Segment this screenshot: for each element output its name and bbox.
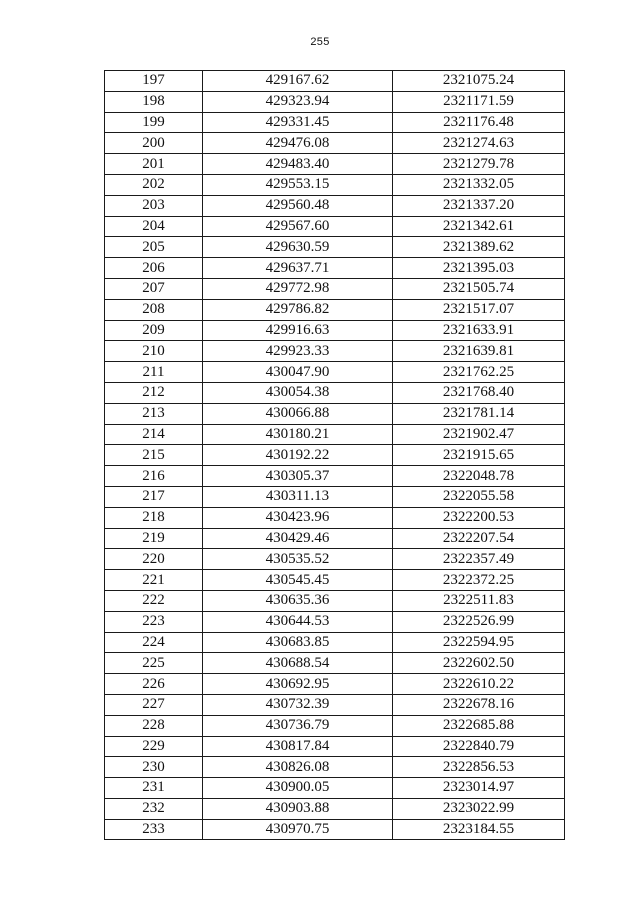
point-number-cell: 207: [105, 278, 203, 299]
y-coordinate-cell: 2321639.81: [393, 341, 565, 362]
point-number-cell: 209: [105, 320, 203, 341]
point-number-cell: 219: [105, 528, 203, 549]
table-row: [105, 528, 565, 549]
table-row: [105, 757, 565, 778]
y-coordinate-cell: 2322678.16: [393, 694, 565, 715]
point-number-cell: 200: [105, 133, 203, 154]
table-row: [105, 91, 565, 112]
point-number-cell: 231: [105, 778, 203, 799]
point-number-cell: 203: [105, 195, 203, 216]
point-number-cell: 213: [105, 403, 203, 424]
x-coordinate-cell: 429916.63: [203, 320, 393, 341]
x-coordinate-cell: 430903.88: [203, 798, 393, 819]
table-row: [105, 778, 565, 799]
table-row: [105, 653, 565, 674]
point-number-cell: 223: [105, 611, 203, 632]
y-coordinate-cell: 2323014.97: [393, 778, 565, 799]
y-coordinate-cell: 2322856.53: [393, 757, 565, 778]
x-coordinate-cell: 429331.45: [203, 112, 393, 133]
x-coordinate-cell: 430054.38: [203, 382, 393, 403]
y-coordinate-cell: 2321915.65: [393, 445, 565, 466]
table-row: [105, 798, 565, 819]
y-coordinate-cell: 2323022.99: [393, 798, 565, 819]
x-coordinate-cell: 430817.84: [203, 736, 393, 757]
y-coordinate-cell: 2322357.49: [393, 549, 565, 570]
x-coordinate-cell: 430423.96: [203, 507, 393, 528]
x-coordinate-cell: 430066.88: [203, 403, 393, 424]
table-row: [105, 736, 565, 757]
y-coordinate-cell: 2322594.95: [393, 632, 565, 653]
point-number-cell: 228: [105, 715, 203, 736]
y-coordinate-cell: 2322840.79: [393, 736, 565, 757]
y-coordinate-cell: 2321342.61: [393, 216, 565, 237]
table-row: [105, 174, 565, 195]
y-coordinate-cell: 2322602.50: [393, 653, 565, 674]
y-coordinate-cell: 2321902.47: [393, 424, 565, 445]
point-number-cell: 220: [105, 549, 203, 570]
table-row: [105, 133, 565, 154]
y-coordinate-cell: 2321274.63: [393, 133, 565, 154]
table-row: [105, 320, 565, 341]
table-row: [105, 715, 565, 736]
point-number-cell: 199: [105, 112, 203, 133]
point-number-cell: 205: [105, 237, 203, 258]
point-number-cell: 197: [105, 71, 203, 92]
x-coordinate-cell: 430545.45: [203, 570, 393, 591]
table-row: [105, 486, 565, 507]
x-coordinate-cell: 430970.75: [203, 819, 393, 840]
y-coordinate-cell: 2322055.58: [393, 486, 565, 507]
table-row: [105, 362, 565, 383]
point-number-cell: 202: [105, 174, 203, 195]
table-row: [105, 278, 565, 299]
y-coordinate-cell: 2322207.54: [393, 528, 565, 549]
y-coordinate-cell: 2321762.25: [393, 362, 565, 383]
y-coordinate-cell: 2321395.03: [393, 258, 565, 279]
point-number-cell: 212: [105, 382, 203, 403]
y-coordinate-cell: 2323184.55: [393, 819, 565, 840]
table-row: [105, 341, 565, 362]
table-row: [105, 382, 565, 403]
x-coordinate-cell: 429772.98: [203, 278, 393, 299]
x-coordinate-cell: 429323.94: [203, 91, 393, 112]
point-number-cell: 204: [105, 216, 203, 237]
x-coordinate-cell: 430305.37: [203, 466, 393, 487]
table-row: [105, 611, 565, 632]
y-coordinate-cell: 2321075.24: [393, 71, 565, 92]
point-number-cell: 217: [105, 486, 203, 507]
point-number-cell: 216: [105, 466, 203, 487]
point-number-cell: 224: [105, 632, 203, 653]
x-coordinate-cell: 430635.36: [203, 590, 393, 611]
y-coordinate-cell: 2322372.25: [393, 570, 565, 591]
table-row: [105, 632, 565, 653]
point-number-cell: 233: [105, 819, 203, 840]
point-number-cell: 227: [105, 694, 203, 715]
point-number-cell: 218: [105, 507, 203, 528]
y-coordinate-cell: 2321781.14: [393, 403, 565, 424]
point-number-cell: 221: [105, 570, 203, 591]
y-coordinate-cell: 2322526.99: [393, 611, 565, 632]
y-coordinate-cell: 2321633.91: [393, 320, 565, 341]
x-coordinate-cell: 430900.05: [203, 778, 393, 799]
x-coordinate-cell: 429167.62: [203, 71, 393, 92]
table-row: [105, 403, 565, 424]
page-number: 255: [310, 36, 330, 48]
y-coordinate-cell: 2321768.40: [393, 382, 565, 403]
x-coordinate-cell: 430826.08: [203, 757, 393, 778]
y-coordinate-cell: 2321332.05: [393, 174, 565, 195]
x-coordinate-cell: 429567.60: [203, 216, 393, 237]
table-row: [105, 154, 565, 175]
y-coordinate-cell: 2322610.22: [393, 674, 565, 695]
table-row: [105, 549, 565, 570]
x-coordinate-cell: 429483.40: [203, 154, 393, 175]
table-row: [105, 674, 565, 695]
point-number-cell: 198: [105, 91, 203, 112]
x-coordinate-cell: 430732.39: [203, 694, 393, 715]
point-number-cell: 225: [105, 653, 203, 674]
point-number-cell: 226: [105, 674, 203, 695]
x-coordinate-cell: 430180.21: [203, 424, 393, 445]
table-row: [105, 570, 565, 591]
table-row: [105, 216, 565, 237]
table-row: [105, 299, 565, 320]
x-coordinate-cell: 430688.54: [203, 653, 393, 674]
x-coordinate-cell: 430192.22: [203, 445, 393, 466]
y-coordinate-cell: 2321389.62: [393, 237, 565, 258]
x-coordinate-cell: 430535.52: [203, 549, 393, 570]
table-row: [105, 590, 565, 611]
table-row: [105, 71, 565, 92]
table-row: [105, 694, 565, 715]
x-coordinate-cell: 429553.15: [203, 174, 393, 195]
x-coordinate-cell: 430047.90: [203, 362, 393, 383]
point-number-cell: 214: [105, 424, 203, 445]
point-number-cell: 215: [105, 445, 203, 466]
y-coordinate-cell: 2322511.83: [393, 590, 565, 611]
point-number-cell: 211: [105, 362, 203, 383]
x-coordinate-cell: 429476.08: [203, 133, 393, 154]
y-coordinate-cell: 2321279.78: [393, 154, 565, 175]
x-coordinate-cell: 429630.59: [203, 237, 393, 258]
point-number-cell: 232: [105, 798, 203, 819]
y-coordinate-cell: 2321337.20: [393, 195, 565, 216]
table-row: [105, 424, 565, 445]
table-row: [105, 819, 565, 840]
point-number-cell: 208: [105, 299, 203, 320]
x-coordinate-cell: 430644.53: [203, 611, 393, 632]
y-coordinate-cell: 2322200.53: [393, 507, 565, 528]
y-coordinate-cell: 2321176.48: [393, 112, 565, 133]
y-coordinate-cell: 2321505.74: [393, 278, 565, 299]
x-coordinate-cell: 430692.95: [203, 674, 393, 695]
x-coordinate-cell: 430311.13: [203, 486, 393, 507]
table-row: [105, 112, 565, 133]
coordinate-table-body: [105, 71, 565, 840]
point-number-cell: 201: [105, 154, 203, 175]
x-coordinate-cell: 430736.79: [203, 715, 393, 736]
x-coordinate-cell: 429637.71: [203, 258, 393, 279]
y-coordinate-cell: 2321517.07: [393, 299, 565, 320]
table-row: [105, 445, 565, 466]
y-coordinate-cell: 2321171.59: [393, 91, 565, 112]
point-number-cell: 222: [105, 590, 203, 611]
table-row: [105, 237, 565, 258]
table-row: [105, 507, 565, 528]
point-number-cell: 206: [105, 258, 203, 279]
coordinate-table: [104, 70, 565, 840]
point-number-cell: 229: [105, 736, 203, 757]
table-row: [105, 258, 565, 279]
y-coordinate-cell: 2322685.88: [393, 715, 565, 736]
x-coordinate-cell: 430683.85: [203, 632, 393, 653]
x-coordinate-cell: 429560.48: [203, 195, 393, 216]
y-coordinate-cell: 2322048.78: [393, 466, 565, 487]
table-row: [105, 195, 565, 216]
x-coordinate-cell: 429786.82: [203, 299, 393, 320]
x-coordinate-cell: 429923.33: [203, 341, 393, 362]
table-row: [105, 466, 565, 487]
x-coordinate-cell: 430429.46: [203, 528, 393, 549]
point-number-cell: 210: [105, 341, 203, 362]
point-number-cell: 230: [105, 757, 203, 778]
